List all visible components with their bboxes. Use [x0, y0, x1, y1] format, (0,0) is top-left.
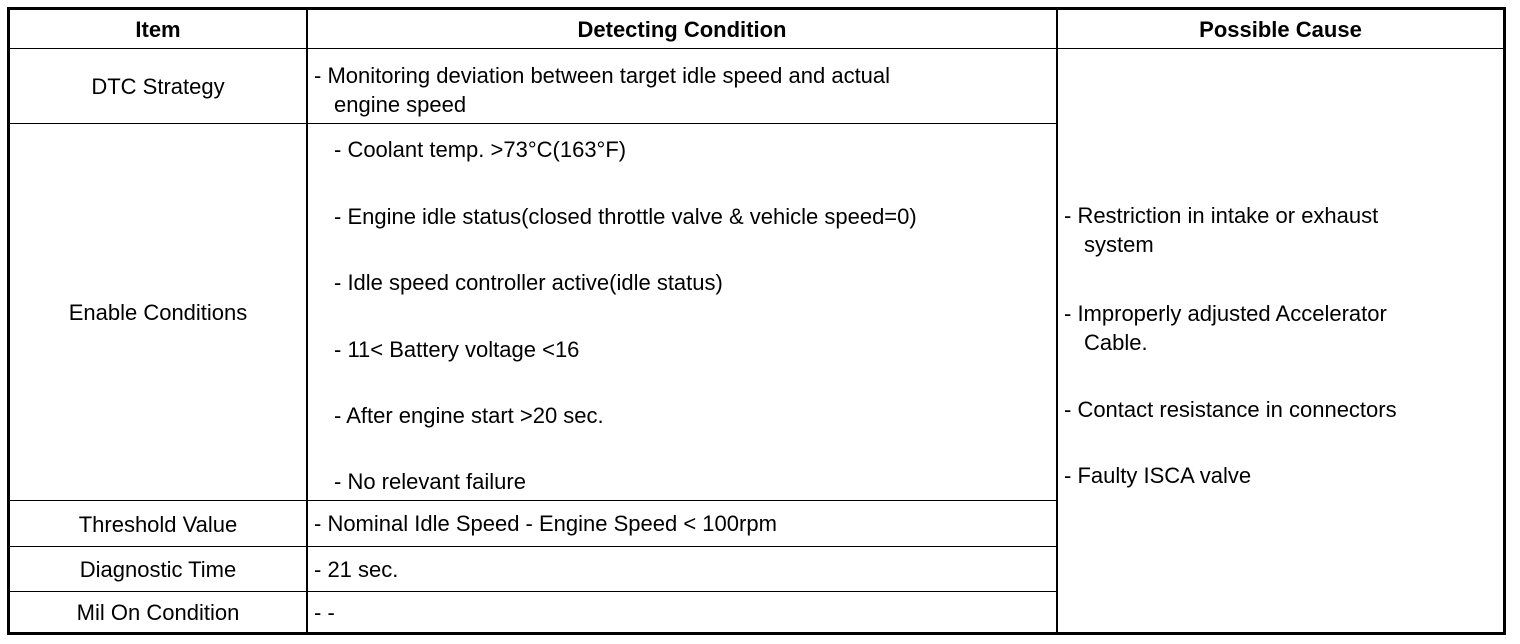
condition-line: - Engine idle status(closed throttle valve & vehicle speed=0): [334, 204, 917, 229]
item-enable-conditions: Enable Conditions: [68, 300, 248, 325]
cause-item: [1064, 461, 1251, 490]
row-divider-diagnostic: [10, 591, 1058, 592]
item-threshold-value: Threshold Value: [78, 511, 238, 537]
condition-line: - Coolant temp. >73°C(163°F): [334, 137, 627, 162]
row-divider-enable: [10, 500, 1058, 501]
cause-line: Cable.: [1084, 330, 1148, 355]
cause-line: - Improperly adjusted Accelerator: [1064, 301, 1387, 326]
cause-item: [1064, 201, 1378, 259]
header-item: Item: [135, 16, 181, 42]
condition-diagnostic-time: - 21 sec.: [314, 557, 399, 582]
cause-item: [1064, 299, 1387, 357]
item-dtc-strategy: DTC Strategy: [91, 74, 225, 99]
possible-cause-list: [1058, 50, 1503, 632]
condition-line: - Monitoring deviation between target idle speed and actual: [314, 63, 891, 88]
condition-line: - 11< Battery voltage <16: [334, 337, 580, 362]
cause-line: - Faulty ISCA valve: [1064, 463, 1252, 488]
condition-mil-on-condition: - -: [314, 600, 335, 625]
item-mil-on-condition: Mil On Condition: [76, 600, 240, 625]
condition-line: - After engine start >20 sec.: [334, 403, 604, 428]
header-detecting-condition: Detecting Condition: [577, 16, 787, 42]
diagnostic-table: [7, 7, 1506, 635]
row-divider-threshold: [10, 546, 1058, 547]
cause-line: system: [1084, 232, 1154, 257]
item-diagnostic-time: Diagnostic Time: [79, 557, 237, 582]
condition-threshold-value: - Nominal Idle Speed - Engine Speed < 100rpm: [314, 511, 777, 536]
row-divider-header: [10, 48, 1503, 49]
row-divider-dtc: [10, 123, 1058, 124]
header-possible-cause: Possible Cause: [1199, 16, 1362, 42]
cause-line: - Contact resistance in connectors: [1064, 397, 1397, 422]
condition-enable-conditions: [308, 125, 1056, 500]
cause-line: - Restriction in intake or exhaust: [1064, 203, 1379, 228]
condition-line: - No relevant failure: [334, 469, 526, 494]
condition-dtc-strategy: [308, 50, 1056, 123]
condition-line: engine speed: [334, 92, 467, 117]
cause-item: [1064, 395, 1397, 424]
condition-line: - Idle speed controller active(idle status): [334, 270, 723, 295]
